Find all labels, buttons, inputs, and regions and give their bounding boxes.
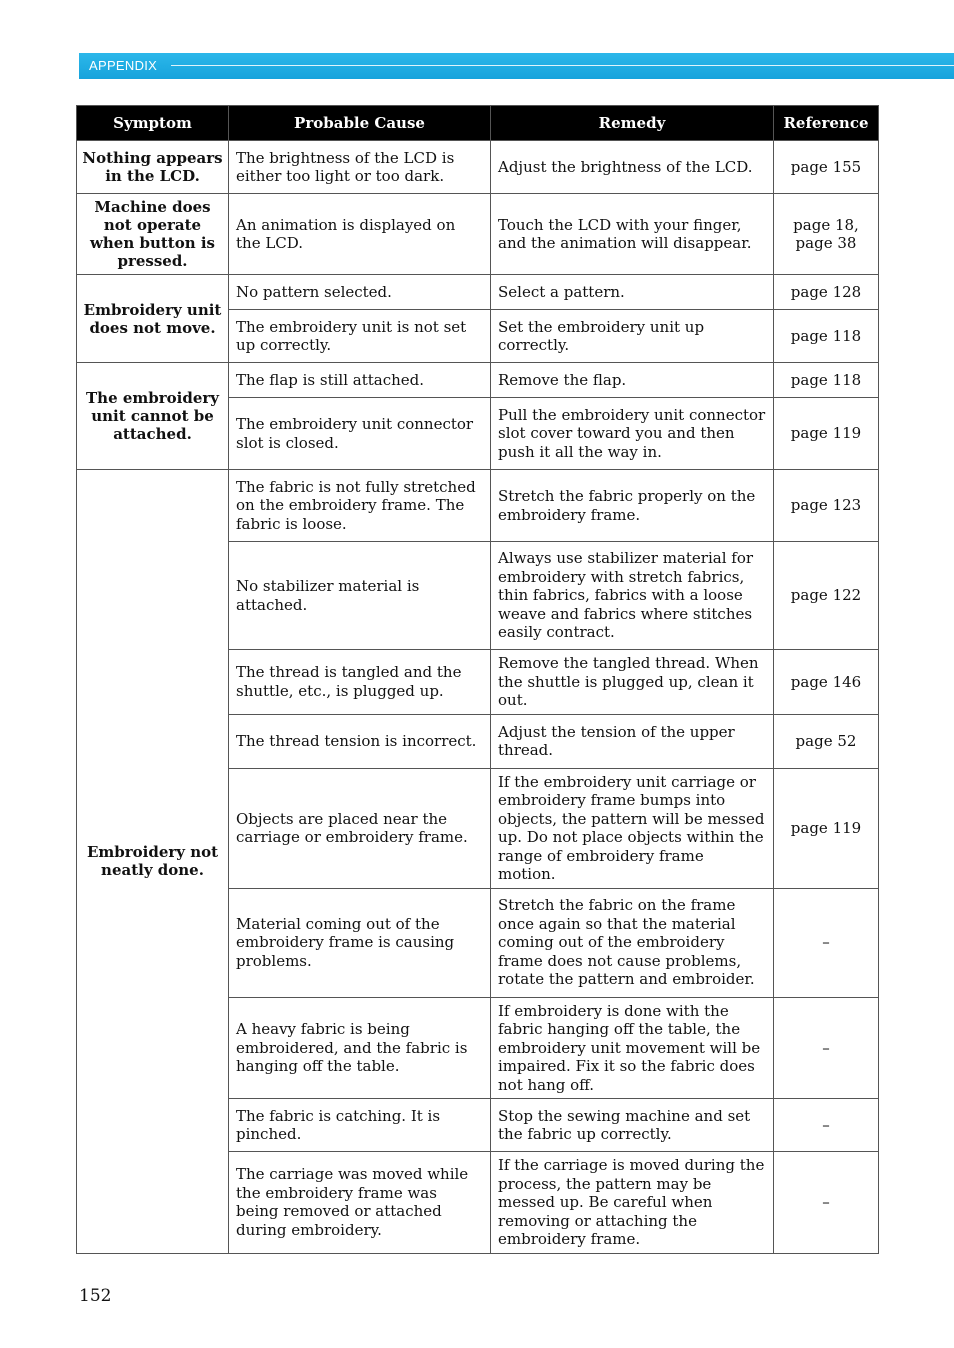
reference-cell: page 18, page 38	[774, 194, 879, 275]
reference-cell: page 128	[774, 275, 879, 310]
table-row	[77, 363, 879, 398]
cause-cell: No stabilizer material is attached.	[229, 542, 491, 650]
remedy-cell: Set the embroidery unit up correctly.	[491, 310, 774, 363]
cause-cell: No pattern selected.	[229, 275, 491, 310]
remedy-cell: If embroidery is done with the fabric hanging off the table, the embroidery unit movement will be impaired. Fix it so the fabric does not hang off.	[491, 997, 774, 1099]
reference-cell: –	[774, 997, 879, 1099]
reference-cell: page 118	[774, 363, 879, 398]
reference-cell: page 119	[774, 398, 879, 470]
page-number: 152	[79, 1286, 112, 1306]
table-header-row	[77, 106, 879, 141]
remedy-cell: If the embroidery unit carriage or embroidery frame bumps into objects, the pattern will be messed up. Do not place objects within the range of embroidery frame motion.	[491, 768, 774, 888]
remedy-cell: Touch the LCD with your finger, and the animation will disappear.	[491, 194, 774, 275]
section-label: APPENDIX	[89, 58, 158, 73]
table-row	[77, 194, 879, 275]
cause-cell: Material coming out of the embroidery frame is causing problems.	[229, 888, 491, 997]
cause-cell: The carriage was moved while the embroidery frame was being removed or attached during embroidery.	[229, 1152, 491, 1254]
reference-cell: –	[774, 888, 879, 997]
cause-cell: The thread is tangled and the shuttle, etc., is plugged up.	[229, 650, 491, 715]
remedy-cell: Stretch the fabric properly on the embroidery frame.	[491, 470, 774, 542]
remedy-cell: Always use stabilizer material for embroidery with stretch fabrics, thin fabrics, fabrics with a loose weave and fabrics where stitches easily contract.	[491, 542, 774, 650]
reference-cell: page 123	[774, 470, 879, 542]
remedy-cell: Pull the embroidery unit connector slot cover toward you and then push it all the way in.	[491, 398, 774, 470]
cause-cell: The fabric is not fully stretched on the embroidery frame. The fabric is loose.	[229, 470, 491, 542]
reference-cell: page 122	[774, 542, 879, 650]
symptom-cell: Nothing appears in the LCD.	[77, 141, 229, 194]
cause-cell: An animation is displayed on the LCD.	[229, 194, 491, 275]
reference-cell: page 119	[774, 768, 879, 888]
remedy-cell: Select a pattern.	[491, 275, 774, 310]
column-header-remedy: Remedy	[491, 106, 774, 141]
symptom-cell: Embroidery not neatly done.	[77, 470, 229, 1254]
cause-cell: Objects are placed near the carriage or embroidery frame.	[229, 768, 491, 888]
cause-cell: The embroidery unit connector slot is closed.	[229, 398, 491, 470]
cause-cell: The fabric is catching. It is pinched.	[229, 1099, 491, 1152]
reference-cell: page 155	[774, 141, 879, 194]
symptom-cell: Machine does not operate when button is pressed.	[77, 194, 229, 275]
reference-cell: page 52	[774, 714, 879, 768]
reference-cell: –	[774, 1099, 879, 1152]
remedy-cell: Adjust the brightness of the LCD.	[491, 141, 774, 194]
remedy-cell: Stretch the fabric on the frame once again so that the material coming out of the embroidery frame does not cause problems, rotate the pattern and embroider.	[491, 888, 774, 997]
column-header-symptom: Symptom	[77, 106, 229, 141]
column-header-reference: Reference	[774, 106, 879, 141]
column-header-cause: Probable Cause	[229, 106, 491, 141]
remedy-cell: If the carriage is moved during the process, the pattern may be messed up. Be careful when removing or attaching the embroidery frame.	[491, 1152, 774, 1254]
table-row	[77, 470, 879, 542]
remedy-cell: Adjust the tension of the upper thread.	[491, 714, 774, 768]
reference-cell: page 146	[774, 650, 879, 715]
table-row	[77, 275, 879, 310]
remedy-cell: Stop the sewing machine and set the fabric up correctly.	[491, 1099, 774, 1152]
symptom-cell: Embroidery unit does not move.	[77, 275, 229, 363]
remedy-cell: Remove the tangled thread. When the shuttle is plugged up, clean it out.	[491, 650, 774, 715]
reference-cell: –	[774, 1152, 879, 1254]
banner-rule	[171, 65, 954, 66]
troubleshooting-table	[76, 105, 879, 1254]
symptom-cell: The embroidery unit cannot be attached.	[77, 363, 229, 470]
cause-cell: The flap is still attached.	[229, 363, 491, 398]
section-banner	[79, 53, 954, 79]
cause-cell: The embroidery unit is not set up correctly.	[229, 310, 491, 363]
remedy-cell: Remove the flap.	[491, 363, 774, 398]
cause-cell: The thread tension is incorrect.	[229, 714, 491, 768]
cause-cell: A heavy fabric is being embroidered, and the fabric is hanging off the table.	[229, 997, 491, 1099]
cause-cell: The brightness of the LCD is either too light or too dark.	[229, 141, 491, 194]
table-row	[77, 141, 879, 194]
reference-cell: page 118	[774, 310, 879, 363]
